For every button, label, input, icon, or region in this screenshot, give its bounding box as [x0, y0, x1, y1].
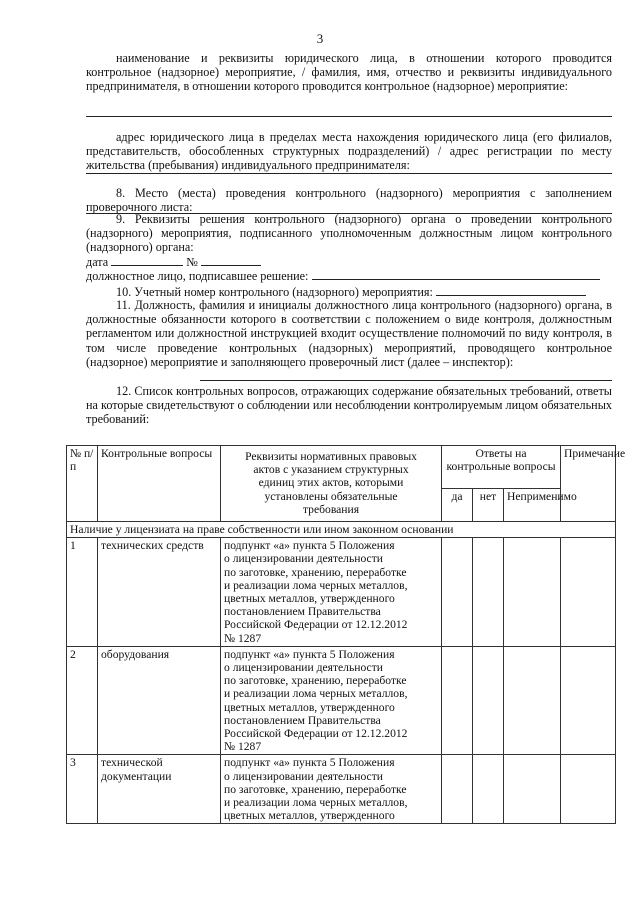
row-num: 2 [67, 646, 98, 755]
row-requisite: подпункт «а» пункта 5 Положения о лицензировании деятельности по заготовке, хранению, переработке и реализации лома черных металлов, цветных металлов, утвержденного [221, 755, 442, 824]
note-cell[interactable] [561, 538, 616, 647]
answer-no-cell[interactable] [473, 646, 504, 755]
section-header: Наличие у лицензиата на праве собственности или ином законном основании [67, 522, 616, 538]
checklist-table [66, 445, 626, 824]
header-note: Примечание [561, 446, 616, 522]
fill-line [86, 173, 612, 174]
row-question: технических средств [98, 538, 221, 647]
paragraph-12-list: 12. Список контрольных вопросов, отражающих содержание обязательных требований, ответы на которые свидетельствуют о соблюдении или несоблюдении контролируемым лицом обязательных требований: [86, 384, 612, 427]
row-requisite: подпункт «а» пункта 5 Положения о лицензировании деятельности по заготовке, хранению, переработке и реализации лома черных металлов, цветных металлов, утвержденного постановлением Правительства Российской Федерации от 12.12.2012 № 1287 [221, 538, 442, 647]
row-question: технической документации [98, 755, 221, 824]
row-question: оборудования [98, 646, 221, 755]
answer-na-cell[interactable] [504, 538, 561, 647]
fill-line [200, 380, 612, 381]
answer-no-cell[interactable] [473, 755, 504, 824]
decision-date-line [86, 254, 612, 269]
record-number-field[interactable] [436, 284, 586, 296]
row-requisite: подпункт «а» пункта 5 Положения о лицензировании деятельности по заготовке, хранению, переработке и реализации лома черных металлов, цветных металлов, утвержденного постановлением Правительства Российской Федерации от 12.12.2012 № 1287 [221, 646, 442, 755]
paragraph-11-inspector: 11. Должность, фамилия и инициалы должностного лица контрольного (надзорного) органа, в должностные обязанности которого в соответствии с положением о виде контроля, должностным регламентом или должностной инструкцией входит осуществление полномочий по виду контроля, в том числе проведение контрольных (надзорных) мероприятий, проводящего контрольное (надзорное) мероприятие и заполняющего проверочный лист (далее – инспектор): [86, 298, 612, 369]
header-num: № п/п [67, 446, 98, 522]
answer-na-cell[interactable] [504, 646, 561, 755]
date-field[interactable] [111, 254, 183, 266]
answer-yes-cell[interactable] [442, 755, 473, 824]
number-label: № [186, 255, 198, 269]
note-cell[interactable] [561, 646, 616, 755]
paragraph-8-place: 8. Место (места) проведения контрольного (надзорного) мероприятия с заполнением проверочного листа: [86, 186, 612, 215]
note-cell[interactable] [561, 755, 616, 824]
paragraph-legal-entity-name: наименование и реквизиты юридического лица, в отношении которого проводится контрольное (надзорное) мероприятие, / фамилия, имя, отчество и реквизиты индивидуального предпринимателя, в отношении которого проводится контрольное (надзорное) мероприятие: [86, 51, 612, 94]
paragraph-10-number: 10. Учетный номер контрольного (надзорного) мероприятия: [86, 284, 612, 299]
paragraph-9-decision: 9. Реквизиты решения контрольного (надзорного) органа о проведении контрольного (надзорного) мероприятия, подписанного уполномоченным должностным лицом контрольного (надзорного) органа: [86, 212, 612, 255]
official-line [86, 268, 612, 283]
header-answers: Ответы на контрольные вопросы [442, 446, 561, 489]
header-requisites: Реквизиты нормативных правовых актов с указанием структурных единиц этих актов, которыми установлены обязательные требования [221, 446, 442, 522]
answer-no-cell[interactable] [473, 538, 504, 647]
fill-line [86, 116, 612, 117]
answer-na-cell[interactable] [504, 755, 561, 824]
header-yes: да [442, 489, 473, 522]
table-row [67, 755, 616, 824]
row-num: 3 [67, 755, 98, 824]
answer-yes-cell[interactable] [442, 646, 473, 755]
page-number: 3 [316, 31, 324, 46]
table-row [67, 538, 616, 647]
official-field[interactable] [312, 268, 600, 280]
date-label: дата [86, 255, 109, 269]
table-row [67, 646, 616, 755]
header-no: нет [473, 489, 504, 522]
paragraph-address: адрес юридического лица в пределах места нахождения юридического лица (его филиалов, представительств, обособленных структурных подразделений) / адрес регистрации по месту жительства (пребывания) индивидуального предпринимателя: [86, 130, 612, 173]
answer-yes-cell[interactable] [442, 538, 473, 647]
number-field[interactable] [201, 254, 261, 266]
official-label: должностное лицо, подписавшее решение: [86, 269, 309, 283]
header-na: Неприменимо [504, 489, 561, 522]
header-questions: Контрольные вопросы [98, 446, 221, 522]
row-num: 1 [67, 538, 98, 647]
